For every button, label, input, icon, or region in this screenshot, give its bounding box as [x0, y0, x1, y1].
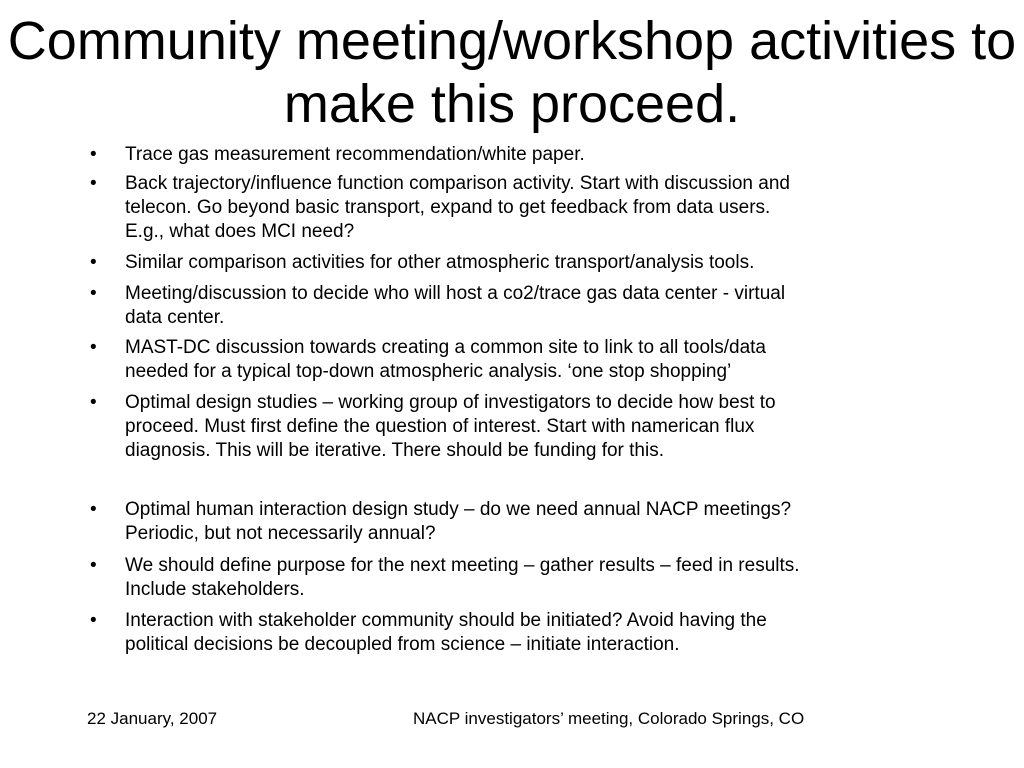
footer-event: NACP investigators’ meeting, Colorado Springs, CO	[413, 709, 805, 728]
bullet-text: Interaction with stakeholder community should be initiated? Avoid having the political decisions be decoupled from science – initiate interaction.	[125, 610, 767, 655]
bullet-item	[90, 282, 950, 330]
bullet-marker: •	[90, 392, 97, 413]
footer-date: 22 January, 2007	[87, 709, 218, 728]
bullet-text: We should define purpose for the next meeting – gather results – feed in results. Include stakeholders.	[125, 555, 800, 600]
bullet-text: Optimal human interaction design study – do we need annual NACP meetings? Periodic, but not necessarily annual?	[125, 499, 792, 544]
bullet-marker: •	[90, 252, 97, 273]
bullet-item	[90, 336, 950, 384]
bullet-text: Similar comparison activities for other atmospheric transport/analysis tools.	[125, 252, 755, 273]
bullet-text: MAST-DC discussion towards creating a common site to link to all tools/data needed for a typical top-down atmospheric analysis. ‘one stop shopping’	[125, 337, 766, 382]
bullet-item	[90, 143, 950, 167]
bullet-item	[90, 251, 950, 275]
bullet-text: Meeting/discussion to decide who will host a co2/trace gas data center - virtual data center.	[125, 283, 786, 328]
bullet-item	[90, 609, 950, 657]
bullet-item	[90, 554, 950, 602]
bullet-marker: •	[90, 610, 97, 631]
bullet-marker: •	[90, 555, 97, 576]
bullet-item	[90, 172, 950, 244]
bullet-marker: •	[90, 283, 97, 304]
bullet-item	[90, 498, 950, 546]
bullet-marker: •	[90, 337, 97, 358]
bullet-marker: •	[90, 499, 97, 520]
bullet-text: Trace gas measurement recommendation/white paper.	[125, 144, 585, 165]
bullet-text: Optimal design studies – working group of investigators to decide how best to proceed. Must first define the question of interest. Start with namerican flux diagnosis. This will be iterative. There should be funding for this.	[125, 392, 776, 461]
bullet-text: Back trajectory/influence function comparison activity. Start with discussion and telecon. Go beyond basic transport, expand to get feedback from data users. E.g., what does MCI need?	[125, 173, 790, 242]
slide-title: Community meeting/workshop activities to make this proceed.	[7, 11, 1017, 134]
bullet-item	[90, 391, 950, 463]
bullet-marker: •	[90, 144, 97, 165]
bullet-marker: •	[90, 173, 97, 194]
